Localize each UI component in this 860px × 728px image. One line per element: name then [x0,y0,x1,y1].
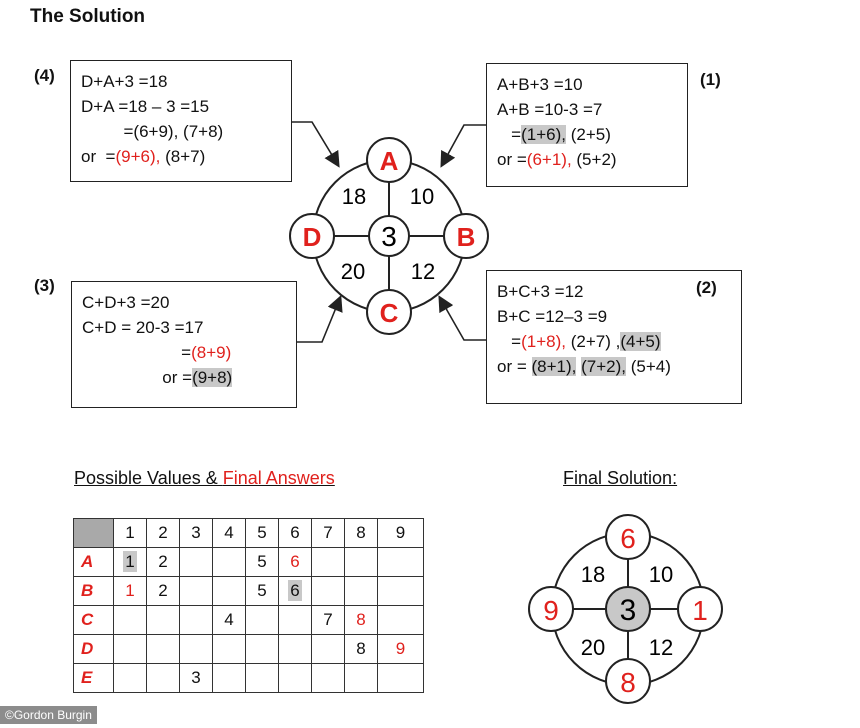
arrow-step-4 [292,122,338,165]
equation-segment: (8+1), [531,357,577,376]
equation-segment: B+C =12–3 =9 [497,307,608,326]
table-cell [147,635,180,664]
table-cell [378,635,424,664]
column-header: 7 [312,519,345,548]
table-cell [180,635,213,664]
sum-bottom-right: 12 [410,259,436,284]
column-header: 2 [147,519,180,548]
equation-segment: = [497,125,522,144]
equation-segment: (8+9) [191,343,232,362]
equation-segment: or = [82,368,193,387]
cell-value: 6 [290,581,300,600]
cell-value: 8 [356,639,366,658]
table-cell [378,577,424,606]
cell-value: 6 [290,552,300,571]
cell-value: 5 [257,552,267,571]
equation-segment: (1+6), [521,125,566,144]
table-cell [312,606,345,635]
cell-value: 7 [323,610,333,629]
table-cell [345,664,378,693]
column-header: 1 [114,519,147,548]
table-body [74,548,424,693]
equation-segment: or = [81,147,116,166]
table-row [74,577,424,606]
column-header: 3 [180,519,213,548]
table-cell [345,606,378,635]
equation-segment: (4+5) [620,332,661,351]
step-4-number: (4) [34,66,55,85]
table-row [74,635,424,664]
cell-value: 4 [224,610,234,629]
final-sum-bottom-left: 20 [580,635,606,660]
equation-segment: (9+6), [115,147,161,166]
column-header: 8 [345,519,378,548]
sum-bottom-left: 20 [340,259,366,284]
table-cell [312,664,345,693]
equation-segment: (5+2) [571,150,617,169]
equation-segment: A+B =10-3 =7 [497,100,603,119]
equation-segment: = [82,343,192,362]
center-value: 3 [381,221,397,252]
table-cell [147,548,180,577]
equation-segment: or = [497,150,527,169]
node-b-label: B [456,222,476,252]
node-c-label: C [379,298,399,328]
column-header: 4 [213,519,246,548]
node-a-label: A [379,146,399,176]
cell-value: 1 [125,581,135,600]
table-cell [378,548,424,577]
final-solution-heading: Final Solution: [563,468,678,488]
table-cell [246,606,279,635]
row-label: D [74,635,114,664]
equation-segment: D+A =18 – 3 =15 [81,97,210,116]
final-node-bottom-value: 8 [620,667,636,698]
final-center-value: 3 [619,594,637,627]
equation-segment: A+B+3 =10 [497,75,583,94]
table-cell [279,577,312,606]
table-row [74,664,424,693]
final-solution-diagram [520,505,740,705]
table-cell [246,635,279,664]
possible-values-heading [74,468,335,489]
row-label: B [74,577,114,606]
cell-value: 2 [158,581,168,600]
cell-value: 9 [395,639,406,658]
table-cell [114,577,147,606]
equation-segment: C+D+3 =20 [82,293,170,312]
equation-segment: (6+1), [526,150,572,169]
table-cell [279,548,312,577]
arrow-step-2 [440,298,486,340]
table-header-row [74,519,424,548]
table-cell [213,577,246,606]
equation-segment: or = [497,357,532,376]
possible-values-table [73,518,424,693]
final-sum-top-left: 18 [580,562,606,587]
equation-segment: (8+7) [160,147,206,166]
table-cell [246,664,279,693]
equation-segment: (9+8) [192,368,233,387]
equation-segment: B+C+3 =12 [497,282,584,301]
equation-segment: (2+7) , [566,332,621,351]
final-sum-top-right: 10 [648,562,674,587]
table-cell [279,606,312,635]
table-cell [180,606,213,635]
column-header: 5 [246,519,279,548]
table-cell [114,635,147,664]
table-cell [147,664,180,693]
cell-value: 8 [356,610,366,629]
table-cell [345,635,378,664]
cell-value: 1 [125,552,135,571]
step-2-number: (2) [696,278,717,297]
table-cell [378,664,424,693]
cell-value: 3 [191,668,201,687]
arrow-step-3 [297,298,340,342]
equation-segment: (7+2), [581,357,627,376]
table-row [74,606,424,635]
arrow-step-1 [442,125,486,165]
table-cell [312,548,345,577]
table-cell [180,664,213,693]
table-cell [246,577,279,606]
cell-value: 5 [257,581,267,600]
row-label: C [74,606,114,635]
equation-segment: (2+5) [566,125,611,144]
final-answers-heading-text: Final Answers [222,468,335,488]
final-node-right-value: 1 [692,595,708,626]
table-cell [180,548,213,577]
column-header: 9 [378,519,424,548]
final-node-top-value: 6 [620,523,636,554]
table-cell [213,606,246,635]
equation-segment: = [497,332,522,351]
sum-top-left: 18 [341,184,367,209]
copyright-watermark: ©Gordon Burgin [0,706,97,724]
table-cell [114,606,147,635]
table-row [74,548,424,577]
table-cell [279,635,312,664]
row-label: E [74,664,114,693]
table-cell [180,577,213,606]
row-label: A [74,548,114,577]
possible-values-heading-text: Possible Values & [74,468,223,488]
equation-segment: (5+4) [626,357,671,376]
table-cell [312,635,345,664]
equation-segment: (1+8), [521,332,566,351]
node-d-label: D [302,222,322,252]
table-cell [378,606,424,635]
table-cell [213,664,246,693]
table-cell [213,548,246,577]
table-cell [114,664,147,693]
equation-segment: D+A+3 =18 [81,72,168,91]
step-3-number: (3) [34,276,55,295]
table-cell [312,577,345,606]
table-cell [345,548,378,577]
cell-value: 2 [158,552,168,571]
table-cell [147,577,180,606]
table-corner-cell [74,519,114,548]
table-cell [246,548,279,577]
column-header: 6 [279,519,312,548]
table-cell [213,635,246,664]
step-1-number: (1) [700,70,721,89]
equation-segment: =(6+9), (7+8) [81,122,224,141]
table-cell [147,606,180,635]
sum-top-right: 10 [409,184,435,209]
table-cell [279,664,312,693]
equation-segment: C+D = 20-3 =17 [82,318,204,337]
table-cell [114,548,147,577]
final-node-left-value: 9 [543,595,559,626]
table-cell [345,577,378,606]
final-sum-bottom-right: 12 [648,635,674,660]
page-title: The Solution [30,6,146,27]
